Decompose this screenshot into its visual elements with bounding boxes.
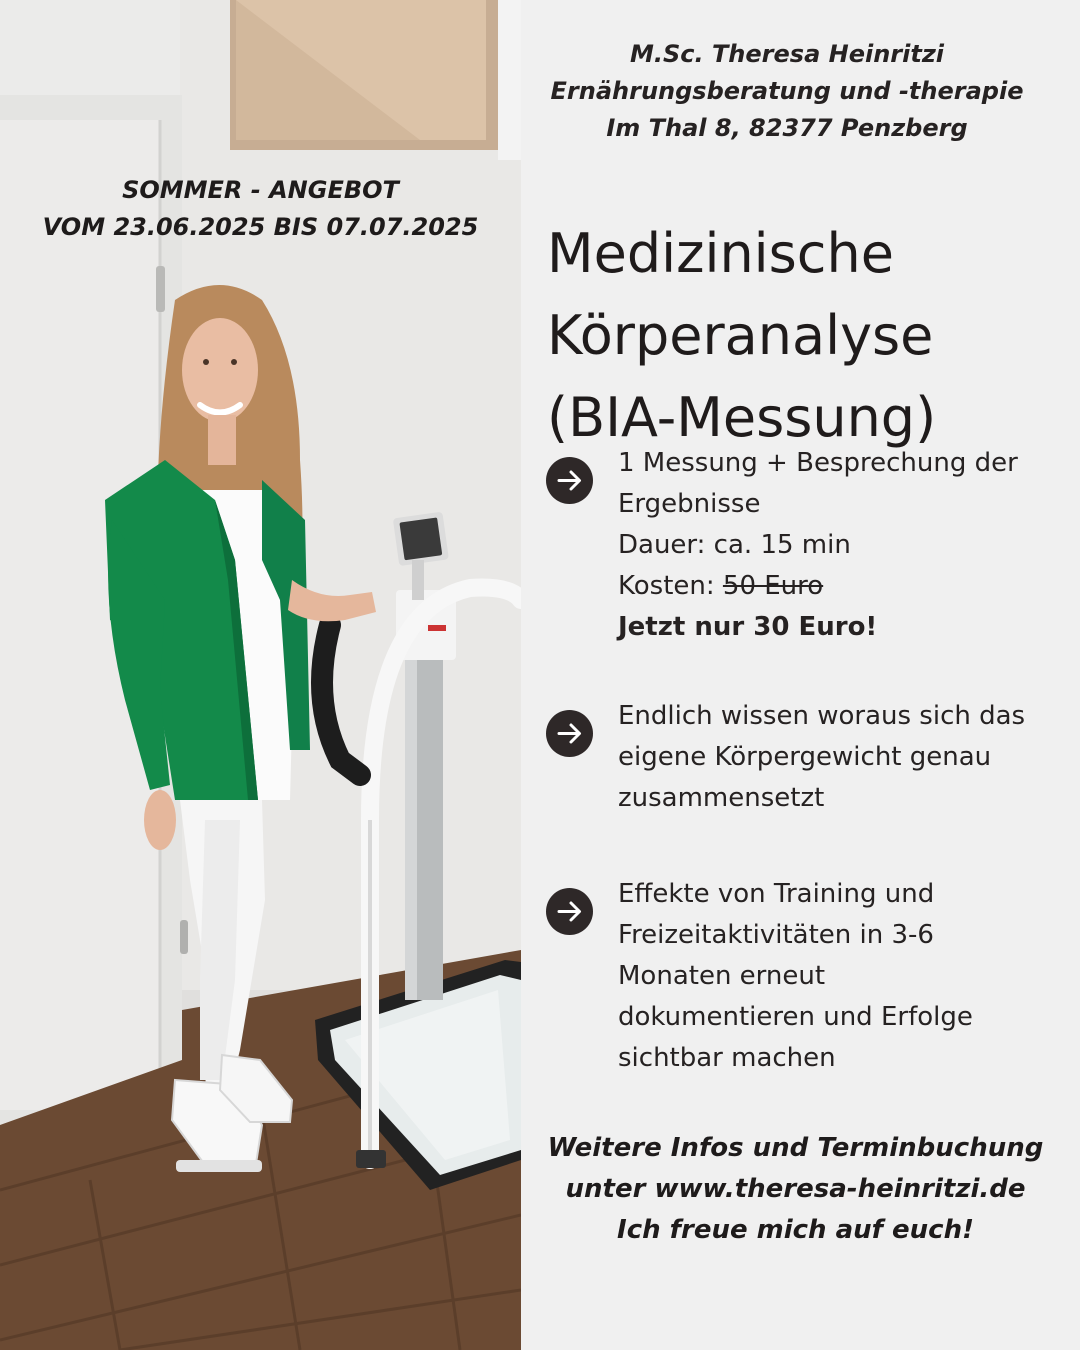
footer-cta bbox=[521, 1128, 1070, 1251]
person-face bbox=[182, 318, 258, 422]
bullet-line: Monaten erneut bbox=[618, 961, 826, 991]
footer-line: Weitere Infos und Terminbuchung bbox=[547, 1133, 1044, 1163]
title-line: (BIA-Messung) bbox=[547, 386, 937, 449]
old-price: 50 Euro bbox=[722, 571, 824, 601]
promo-line: SOMMER - ANGEBOT bbox=[122, 176, 399, 204]
cost-label: Kosten: bbox=[618, 571, 723, 601]
bullet-line: eigene Körpergewicht genau bbox=[618, 742, 992, 772]
bullet-line: zusammensetzt bbox=[618, 783, 825, 813]
promo-text bbox=[0, 172, 521, 246]
bullet-line: 1 Messung + Besprechung der bbox=[618, 448, 1018, 478]
practice-specialty: Ernährungsberatung und -therapie bbox=[550, 77, 1024, 105]
door-hinge bbox=[156, 266, 165, 312]
practice-header bbox=[521, 36, 1053, 147]
arrow-right-icon bbox=[546, 457, 593, 504]
new-price: Jetzt nur 30 Euro! bbox=[618, 612, 878, 642]
bullet-line: sichtbar machen bbox=[618, 1043, 836, 1073]
practitioner-name: M.Sc. Theresa Heinritzi bbox=[629, 40, 945, 68]
bullet-line: dokumentieren und Erfolge bbox=[618, 1002, 973, 1032]
footer-line: Ich freue mich auf euch! bbox=[617, 1215, 974, 1245]
bullet-text bbox=[618, 696, 1080, 819]
bullet-text bbox=[618, 874, 1080, 1079]
bullet-line: Endlich wissen woraus sich das bbox=[618, 701, 1026, 731]
cost-line bbox=[618, 566, 1080, 607]
bullet-line: Freizeitaktivitäten in 3-6 bbox=[618, 920, 934, 950]
photo-panel bbox=[0, 0, 521, 1350]
website-link[interactable]: unter www.theresa-heinritzi.de bbox=[565, 1174, 1026, 1204]
info-panel bbox=[521, 0, 1080, 1350]
title-line: Medizinische bbox=[547, 222, 894, 285]
page-title bbox=[547, 213, 1067, 459]
title-line: Körperanalyse bbox=[547, 304, 934, 367]
practice-address: Im Thal 8, 82377 Penzberg bbox=[606, 114, 968, 142]
bullet-line: Ergebnisse bbox=[618, 489, 761, 519]
arrow-right-icon bbox=[546, 888, 593, 935]
promo-dates: VOM 23.06.2025 BIS 07.07.2025 bbox=[42, 213, 479, 241]
arrow-right-icon bbox=[546, 710, 593, 757]
bullet-text bbox=[618, 443, 1080, 648]
bullet-line: Effekte von Training und bbox=[618, 879, 935, 909]
duration-text: Dauer: ca. 15 min bbox=[618, 530, 851, 560]
